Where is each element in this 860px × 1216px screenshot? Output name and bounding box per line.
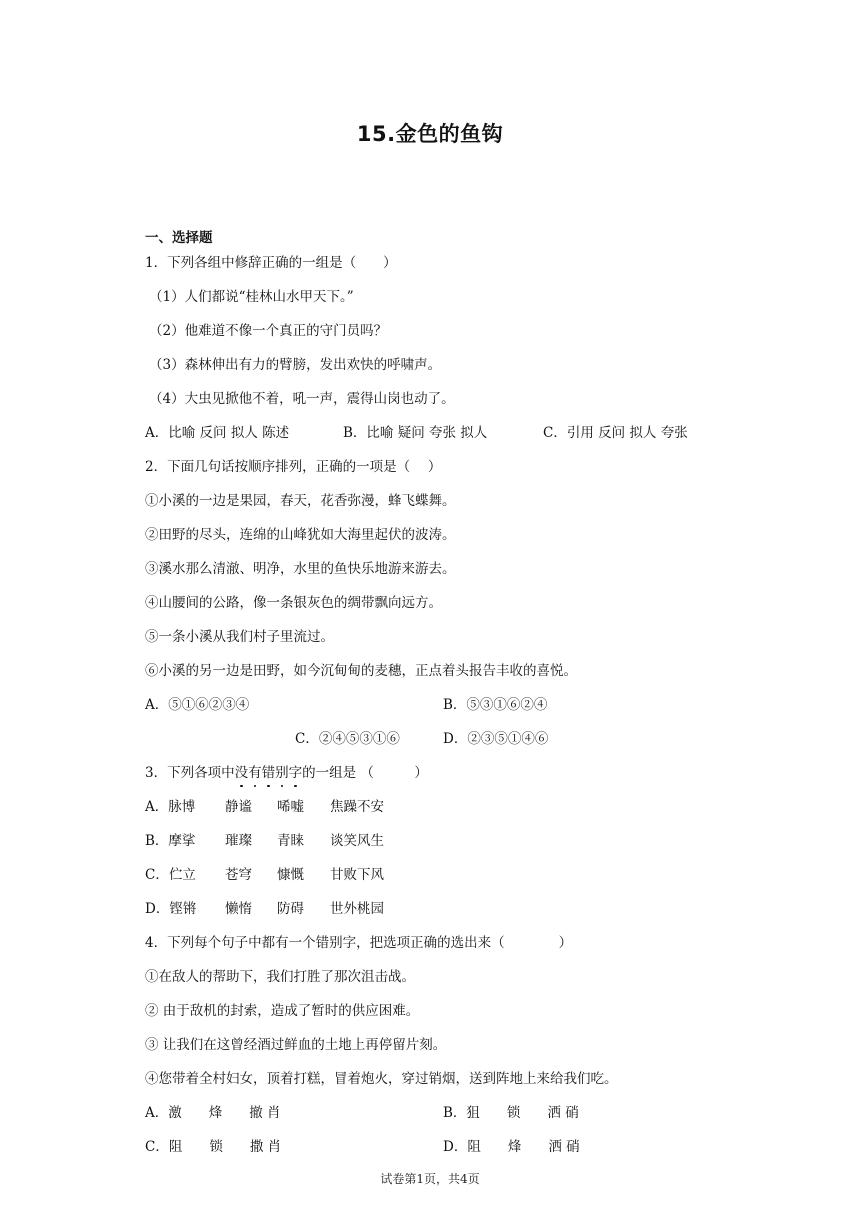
- q2-option-b[interactable]: B．⑤③①⑥②④: [443, 697, 548, 713]
- q1-item: （3）森林伸出有力的臂膀，发出欢快的呼啸声。: [149, 357, 442, 373]
- q4-option-d[interactable]: D．阻 烽 洒 硝: [443, 1139, 580, 1155]
- q1-option-c[interactable]: C．引用 反问 拟人 夸张: [543, 425, 688, 441]
- q2-stem: 2．下面几句话按顺序排列，正确的一项是（ ）: [145, 459, 442, 475]
- q1-item: （4）大虫见掀他不着，吼一声，震得山岗也动了。: [149, 391, 455, 407]
- emphasis-char: 别: [275, 762, 289, 784]
- q1-option-a[interactable]: A．比喻 反问 拟人 陈述: [145, 425, 290, 441]
- dotted-emphasis: [235, 765, 303, 781]
- q2-item: ⑥小溪的另一边是田野，如今沉甸甸的麦穗，正点着头报告丰收的喜悦。: [145, 663, 577, 679]
- q4-options-row1: [145, 1102, 735, 1136]
- q4-option-a[interactable]: A．激 烽 撤 肖: [145, 1105, 281, 1121]
- q1-item: （1）人们都说“桂林山水甲天下。”: [149, 289, 354, 305]
- emphasis-char: 错: [262, 762, 276, 784]
- q1-option-b[interactable]: B．比喻 疑问 夸张 拟人: [343, 425, 488, 441]
- q1-stem: 1．下列各组中修辞正确的一组是（ ）: [145, 255, 397, 271]
- page-title: 15.金色的鱼钩: [356, 122, 504, 146]
- q3-option-d[interactable]: D．铿锵 懒惰 防碍 世外桃园: [145, 901, 384, 917]
- q2-item: ④山腰间的公路，像一条银灰色的绸带飘向远方。: [145, 595, 442, 611]
- q2-option-c[interactable]: C．②④⑤③①⑥: [295, 731, 400, 747]
- q2-options-row2: [145, 728, 735, 762]
- q4-item: ③ 让我们在这曾经酒过鲜血的土地上再停留片刻。: [145, 1037, 447, 1053]
- q1-item: （2）他难道不像一个真正的守门员吗？: [149, 323, 388, 339]
- section-heading: 一、选择题: [145, 230, 213, 246]
- q4-option-b[interactable]: B．狙 锁 洒 硝: [443, 1105, 579, 1121]
- q4-option-c[interactable]: C．阻 锁 撒 肖: [145, 1139, 282, 1155]
- q2-item: ③溪水那么清澈、明净，水里的鱼快乐地游来游去。: [145, 561, 456, 577]
- q4-item: ④您带着全村妇女，顶着打糕，冒着炮火，穿过销烟，送到阵地上来给我们吃。: [145, 1071, 618, 1087]
- q3-stem: 3．下列各项中没有错别字的一组是 （ ）: [145, 762, 735, 796]
- q2-options-row1: [145, 694, 735, 728]
- q4-item: ①在敌人的帮助下，我们打胜了那次沮击战。: [145, 969, 415, 985]
- q3-option-c[interactable]: C．伫立 苍穹 慷慨 甘败下风: [145, 867, 384, 883]
- q4-item: ② 由于敌机的封索，造成了暂时的供应困难。: [145, 1003, 420, 1019]
- q3-option-b[interactable]: B．摩挲 璀璨 青睐 谈笑风生: [145, 833, 384, 849]
- question-list: [145, 252, 735, 1170]
- emphasis-char: 有: [248, 762, 262, 784]
- page-footer: 试卷第1页，共4页: [380, 1172, 480, 1186]
- q1-options: [145, 422, 735, 456]
- q2-item: ①小溪的一边是果园，春天，花香弥漫，蜂飞蝶舞。: [145, 493, 456, 509]
- q2-option-a[interactable]: A．⑤①⑥②③④: [145, 697, 250, 713]
- q4-options-row2: [145, 1136, 735, 1170]
- emphasis-char: 字: [289, 762, 303, 784]
- q2-item: ②田野的尽头，连绵的山峰犹如大海里起伏的波涛。: [145, 527, 456, 543]
- q2-item: ⑤一条小溪从我们村子里流过。: [145, 629, 334, 645]
- q4-stem: 4．下列每个句子中都有一个错别字，把选项正确的选出来（ ）: [145, 935, 573, 951]
- q2-option-d[interactable]: D．②③⑤①④⑥: [443, 731, 549, 747]
- emphasis-char: 没: [235, 762, 249, 784]
- q3-option-a[interactable]: A．脉博 静谧 唏嘘 焦躁不安: [145, 799, 384, 815]
